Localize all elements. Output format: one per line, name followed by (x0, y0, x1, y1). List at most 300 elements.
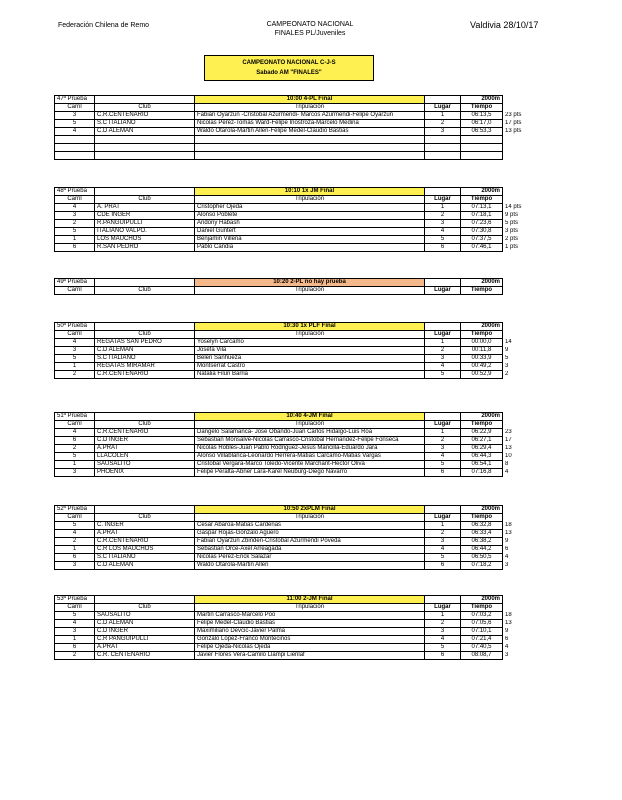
cell-lane: 4 (55, 204, 95, 212)
cell-points: 3 pts (505, 228, 519, 234)
race-title-row (55, 96, 542, 104)
cell-lane: 5 (55, 453, 95, 461)
table-row (55, 136, 542, 144)
col-header-club: Club (95, 196, 195, 204)
cell-lane: 3 (55, 347, 95, 355)
table-row (55, 152, 542, 160)
cell-points: 5 pts (505, 220, 519, 226)
race-title: 11:00 2-JM Final (195, 596, 425, 604)
cell-points: 8 (505, 461, 509, 467)
cell-time: 07:16,8 (461, 469, 503, 477)
race-number: 51ª Prueba (55, 413, 95, 421)
cell-club (95, 144, 195, 152)
table-row (55, 244, 542, 252)
cell-time: 06:29,4 (461, 445, 503, 453)
race-title-row (55, 413, 542, 421)
race-section (54, 505, 542, 570)
table-row (55, 538, 542, 546)
cell-time: 00:11,8 (461, 347, 503, 355)
cell-time (461, 144, 503, 152)
cell-crew: Cristopher Ojeda (195, 204, 425, 212)
cell-crew: Josefa Vila (195, 347, 425, 355)
table-row (55, 355, 542, 363)
cell-points: 17 pts (505, 120, 522, 126)
pts-spacer (503, 596, 542, 604)
cell-club: S.C ITALIANO (95, 355, 195, 363)
table-row (55, 530, 542, 538)
col-header-lane: Carril (55, 604, 95, 612)
cell-time: 07:18,1 (461, 212, 503, 220)
race-title-row (55, 188, 542, 196)
cell-club: LLACOLEN (95, 453, 195, 461)
cell-club: S.C ITALIANO (95, 120, 195, 128)
cell-points: 5 (505, 355, 509, 361)
cell-lane: 2 (55, 445, 95, 453)
column-header-row (55, 514, 542, 522)
race-section (54, 95, 542, 160)
cell-points: 3 (505, 652, 509, 658)
race-title-row (55, 323, 542, 331)
race-title: 10:00 4-PL Final (195, 96, 425, 104)
cell-time: 07:03,2 (461, 612, 503, 620)
cell-crew: Belen Sanhueza (195, 355, 425, 363)
race-distance: 2000m (461, 188, 503, 196)
cell-crew: Waldo Otarola-Martin Allen (195, 562, 425, 570)
col-header-club: Club (95, 514, 195, 522)
cell-lane: 3 (55, 212, 95, 220)
col-header-time: Tiempo (461, 604, 503, 612)
pts-spacer (503, 323, 542, 331)
cell-points: 6 (505, 636, 509, 642)
race-title: 10:40 4-JM Final (195, 413, 425, 421)
pts-spacer (503, 331, 542, 339)
table-row (55, 652, 542, 660)
cell-lane: 5 (55, 228, 95, 236)
cell-club: R.PANGUIPULLI (95, 220, 195, 228)
cell-crew: Pablo Candia (195, 244, 425, 252)
race-distance: 2000m (461, 413, 503, 421)
cell-place: 2 (425, 620, 461, 628)
cell-place: 5 (425, 461, 461, 469)
table-row (55, 204, 542, 212)
cell-crew (195, 152, 425, 160)
cell-club (95, 152, 195, 160)
cell-place: 3 (425, 220, 461, 228)
cell-lane: 4 (55, 128, 95, 136)
cell-time: 06:54,1 (461, 461, 503, 469)
cell-points: 17 (505, 437, 512, 443)
cell-lane: 2 (55, 652, 95, 660)
title-spacer (95, 323, 195, 331)
race-section (54, 322, 542, 379)
race-number: 53ª Prueba (55, 596, 95, 604)
race-table (54, 412, 542, 477)
cell-place: 1 (425, 204, 461, 212)
cell-lane: 1 (55, 461, 95, 469)
cell-club: C.D ALEMAN (95, 128, 195, 136)
cell-time: 06:17,0 (461, 120, 503, 128)
cell-points: 10 (505, 453, 512, 459)
event-title-line2: FINALES PL/Juveniles (274, 30, 346, 37)
cell-points: 4 (505, 644, 509, 650)
race-title: 10:10 1x JM Final (195, 188, 425, 196)
col-header-place: Lugar (425, 287, 461, 295)
cell-lane: 3 (55, 562, 95, 570)
race-title-row (55, 279, 542, 287)
pts-spacer (503, 188, 542, 196)
cell-time (461, 152, 503, 160)
cell-points: 13 (505, 620, 512, 626)
cell-time: 06:33,4 (461, 530, 503, 538)
cell-time: 06:44,3 (461, 453, 503, 461)
table-row (55, 453, 542, 461)
cell-crew: Javier Flores Vera-Camilo Llampi Lienlaf (195, 652, 425, 660)
col-header-place: Lugar (425, 104, 461, 112)
cell-lane: 3 (55, 628, 95, 636)
cell-place: 6 (425, 244, 461, 252)
race-table (54, 505, 542, 570)
cell-points: 23 (505, 429, 512, 435)
cell-club (95, 136, 195, 144)
column-header-row (55, 196, 542, 204)
cell-crew: Benjamin Villena (195, 236, 425, 244)
cell-crew: Cesar Abaroa-Matias Cardenas (195, 522, 425, 530)
table-row (55, 371, 542, 379)
cell-club: REGATAS MIRAMAR (95, 363, 195, 371)
event-title-line1: CAMPEONATO NACIONAL (266, 21, 354, 28)
pts-spacer (503, 413, 542, 421)
cell-crew: Felipe Peralta-Abner Lara-Karel Neuburg-Diego Navarro (195, 469, 425, 477)
column-header-row (55, 421, 542, 429)
cell-crew (195, 136, 425, 144)
cell-crew: Cristobal Vergara-Marco Toledo-Vicente Marchant-Hector Oliva (195, 461, 425, 469)
cell-lane: 6 (55, 244, 95, 252)
cell-place: 6 (425, 652, 461, 660)
title-spacer (425, 413, 461, 421)
cell-time: 07:30,8 (461, 228, 503, 236)
race-number: 48ª Prueba (55, 188, 95, 196)
race-section (54, 278, 542, 295)
table-row (55, 236, 542, 244)
col-header-place: Lugar (425, 196, 461, 204)
cell-lane: 5 (55, 120, 95, 128)
cell-time: 06:38,2 (461, 538, 503, 546)
col-header-lane: Carril (55, 104, 95, 112)
table-row (55, 469, 542, 477)
table-row (55, 112, 542, 120)
cell-place: 3 (425, 128, 461, 136)
cell-crew: Nicolas Perez-Erick Salazar (195, 554, 425, 562)
cell-club: S.C ITALIANO (95, 554, 195, 562)
race-table (54, 278, 542, 295)
title-spacer (95, 279, 195, 287)
cell-points: 4 (505, 554, 509, 560)
cell-time: 07:46,1 (461, 244, 503, 252)
cell-points (503, 144, 542, 152)
table-row (55, 644, 542, 652)
cell-lane: 5 (55, 355, 95, 363)
col-header-crew: Tripulación (195, 421, 425, 429)
banner-line2: Sabado AM "FINALES" (256, 70, 322, 76)
cell-crew: Waldo Otarola-Martin Allen-Felipe Medel-Claudio Bastias (195, 128, 425, 136)
cell-club: C.R.CENTENARIO (95, 429, 195, 437)
cell-time: 00:33,9 (461, 355, 503, 363)
table-row (55, 628, 542, 636)
cell-place (425, 136, 461, 144)
cell-place: 5 (425, 554, 461, 562)
col-header-time: Tiempo (461, 104, 503, 112)
cell-crew: Dangelo Salamanca- Jose Obando-Juan Carlos Hidalgo-Luis Roa (195, 429, 425, 437)
table-row (55, 212, 542, 220)
cell-club: C.R.CENTENARIO (95, 371, 195, 379)
cell-crew: Daniel Guntert (195, 228, 425, 236)
col-header-club: Club (95, 421, 195, 429)
cell-place (425, 152, 461, 160)
col-header-lane: Carril (55, 514, 95, 522)
cell-lane: 6 (55, 554, 95, 562)
cell-crew: Maximiliano Devcic-Javier Palma (195, 628, 425, 636)
cell-points: 13 pts (505, 128, 522, 134)
table-row (55, 554, 542, 562)
cell-crew: Sebastian Monsalve-Nicolas Carrasco-Cristobal Hernandez-Felipe Fonseca (195, 437, 425, 445)
col-header-club: Club (95, 604, 195, 612)
table-row (55, 437, 542, 445)
race-number: 50ª Prueba (55, 323, 95, 331)
cell-lane: 3 (55, 112, 95, 120)
cell-club: REGATAS SAN PEDRO (95, 339, 195, 347)
title-spacer (425, 323, 461, 331)
cell-place: 3 (425, 445, 461, 453)
race-title-row (55, 506, 542, 514)
cell-points: 3 (505, 363, 509, 369)
race-distance: 2000m (461, 323, 503, 331)
race-title: 10:20 2-PL no hay prueba (195, 279, 425, 287)
cell-time: 06:22,9 (461, 429, 503, 437)
cell-points: 4 (505, 469, 509, 475)
race-table (54, 187, 542, 252)
col-header-place: Lugar (425, 604, 461, 612)
cell-crew: Andony Habash (195, 220, 425, 228)
table-row (55, 228, 542, 236)
cell-points: 23 pts (505, 112, 522, 118)
table-row (55, 612, 542, 620)
cell-club: C.D ALEMAN (95, 347, 195, 355)
cell-place: 2 (425, 437, 461, 445)
race-distance: 2000m (461, 279, 503, 287)
cell-time: 08:08,7 (461, 652, 503, 660)
cell-lane: 6 (55, 644, 95, 652)
cell-crew: Gonzalo Lopez-Franco Montecinos (195, 636, 425, 644)
column-header-row (55, 604, 542, 612)
cell-club: C.D ALEMAN (95, 562, 195, 570)
pts-spacer (503, 287, 542, 295)
cell-place: 1 (425, 522, 461, 530)
col-header-lane: Carril (55, 196, 95, 204)
cell-crew: Nicolas Perez-Tomas Ward-Felipe Inostroza-Marcelo Medina (195, 120, 425, 128)
cell-points: 14 (505, 339, 512, 345)
banner-line1: CAMPEONATO NACIONAL C-J-S (242, 60, 336, 66)
cell-club: C.D INGER (95, 437, 195, 445)
cell-club: ITALIANO VALPO. (95, 228, 195, 236)
cell-place: 4 (425, 363, 461, 371)
table-row (55, 546, 542, 554)
session-banner (204, 55, 374, 81)
race-title: 10:30 1x PLF Final (195, 323, 425, 331)
cell-lane (55, 136, 95, 144)
cell-place: 1 (425, 112, 461, 120)
cell-club: C.R. CENTENARIO (95, 652, 195, 660)
cell-club: SAUSALITO (95, 461, 195, 469)
cell-time: 06:13,5 (461, 112, 503, 120)
cell-club: C. INGER (95, 522, 195, 530)
pts-spacer (503, 604, 542, 612)
title-spacer (95, 96, 195, 104)
race-table (54, 595, 542, 660)
col-header-crew: Tripulación (195, 287, 425, 295)
cell-place: 3 (425, 628, 461, 636)
cell-club: C.R PANGUIPULLI (95, 636, 195, 644)
cell-points: 9 (505, 347, 509, 353)
cell-crew: Montserrat Castro (195, 363, 425, 371)
table-row (55, 347, 542, 355)
title-spacer (95, 506, 195, 514)
cell-time: 07:37,5 (461, 236, 503, 244)
col-header-crew: Tripulación (195, 604, 425, 612)
cell-place: 4 (425, 453, 461, 461)
cell-place: 5 (425, 236, 461, 244)
cell-lane: 3 (55, 469, 95, 477)
cell-place: 2 (425, 347, 461, 355)
cell-points: 18 (505, 612, 512, 618)
cell-time: 06:44,2 (461, 546, 503, 554)
cell-lane: 1 (55, 363, 95, 371)
cell-place: 5 (425, 644, 461, 652)
col-header-lane: Carril (55, 287, 95, 295)
race-section (54, 187, 542, 252)
cell-time: 00:52,9 (461, 371, 503, 379)
table-row (55, 128, 542, 136)
cell-crew: Alonso Villablanca-Leonardo Herrera-Matias Carcamo-Matias Vargas (195, 453, 425, 461)
cell-time: 07:05,6 (461, 620, 503, 628)
pts-spacer (503, 506, 542, 514)
cell-club: A.PRAT (95, 644, 195, 652)
cell-points: 9 (505, 628, 509, 634)
cell-club: LOS MAUCHOS (95, 236, 195, 244)
race-number: 47ª Prueba (55, 96, 95, 104)
cell-time: 07:23,6 (461, 220, 503, 228)
cell-points: 9 (505, 538, 509, 544)
table-row (55, 120, 542, 128)
col-header-time: Tiempo (461, 331, 503, 339)
col-header-crew: Tripulación (195, 514, 425, 522)
col-header-time: Tiempo (461, 287, 503, 295)
cell-time (461, 136, 503, 144)
cell-time: 07:18,2 (461, 562, 503, 570)
cell-place: 4 (425, 636, 461, 644)
cell-place: 1 (425, 429, 461, 437)
cell-lane: 4 (55, 429, 95, 437)
cell-points: 14 pts (505, 204, 522, 210)
cell-club: A.PRAT (95, 445, 195, 453)
race-title: 10:50 2xPLM Final (195, 506, 425, 514)
table-row (55, 339, 542, 347)
cell-crew (195, 144, 425, 152)
cell-place: 6 (425, 469, 461, 477)
title-spacer (95, 188, 195, 196)
title-spacer (425, 506, 461, 514)
pts-spacer (503, 279, 542, 287)
col-header-crew: Tripulación (195, 104, 425, 112)
race-section (54, 412, 542, 477)
race-table (54, 322, 542, 379)
col-header-club: Club (95, 331, 195, 339)
cell-points (503, 152, 542, 160)
cell-club: PHOENIX (95, 469, 195, 477)
cell-points: 6 (505, 546, 509, 552)
col-header-place: Lugar (425, 331, 461, 339)
cell-time: 06:53,3 (461, 128, 503, 136)
col-header-club: Club (95, 287, 195, 295)
cell-lane: 1 (55, 236, 95, 244)
cell-place: 5 (425, 371, 461, 379)
cell-points (503, 136, 542, 144)
table-row (55, 445, 542, 453)
cell-club: SAUSALITO (95, 612, 195, 620)
cell-place: 3 (425, 538, 461, 546)
cell-time: 00:00,0 (461, 339, 503, 347)
table-row (55, 562, 542, 570)
pts-spacer (503, 104, 542, 112)
cell-lane: 1 (55, 546, 95, 554)
cell-points: 18 (505, 522, 512, 528)
cell-crew: Yoselyn Carcamo (195, 339, 425, 347)
cell-points: 13 (505, 530, 512, 536)
cell-time: 06:32,8 (461, 522, 503, 530)
cell-crew: Fabian Oyarzun Zbinden-Cristobal Azurmendi Poveda (195, 538, 425, 546)
cell-club: R.SAN PEDRO (95, 244, 195, 252)
column-header-row (55, 104, 542, 112)
cell-club: C.D INGER (95, 628, 195, 636)
table-row (55, 429, 542, 437)
cell-lane: 4 (55, 339, 95, 347)
pts-spacer (503, 514, 542, 522)
cell-points: 13 (505, 445, 512, 451)
cell-place: 1 (425, 612, 461, 620)
cell-club: C.R.CENTENARIO (95, 112, 195, 120)
race-distance: 2000m (461, 96, 503, 104)
col-header-time: Tiempo (461, 421, 503, 429)
cell-lane (55, 144, 95, 152)
cell-lane: 4 (55, 530, 95, 538)
cell-lane: 2 (55, 220, 95, 228)
pts-spacer (503, 96, 542, 104)
cell-points: 9 pts (505, 212, 519, 218)
cell-place: 4 (425, 546, 461, 554)
title-spacer (425, 188, 461, 196)
cell-time: 06:27,1 (461, 437, 503, 445)
cell-time: 07:21,4 (461, 636, 503, 644)
col-header-crew: Tripulación (195, 331, 425, 339)
title-spacer (425, 596, 461, 604)
cell-club: C.D ALEMAN (95, 620, 195, 628)
cell-crew: Nicolas Robles-Juan Pablo Rodriguez-Jesus Mancilla-Eduardo Jara (195, 445, 425, 453)
cell-lane: 1 (55, 636, 95, 644)
cell-points: 2 (505, 371, 509, 377)
title-spacer (425, 279, 461, 287)
cell-time: 07:13,1 (461, 204, 503, 212)
cell-points: 2 pts (505, 236, 519, 242)
cell-lane: 5 (55, 522, 95, 530)
